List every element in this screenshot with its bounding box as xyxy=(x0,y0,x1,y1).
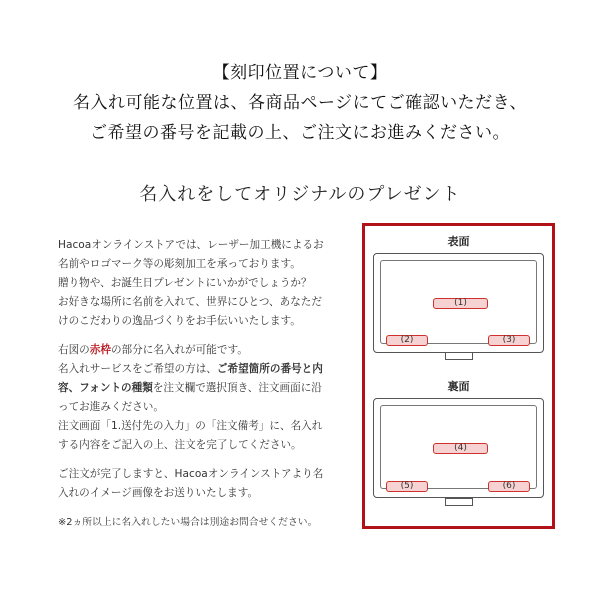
text-line: 贈り物や、お誕生日プレゼントにいかがでしょうか？ xyxy=(58,277,312,289)
paragraph-intro xyxy=(58,236,358,331)
position-6: (6) xyxy=(488,481,530,492)
position-5: (5) xyxy=(386,481,428,492)
text-line: Hacoaオンラインストアでは、レーザー加工機によるお xyxy=(58,239,324,251)
position-2: (2) xyxy=(386,335,428,346)
text-line: けのこだわりの逸品づくりをお手伝いいたします。 xyxy=(58,315,301,327)
header-title: 【刻印位置について】 xyxy=(212,63,388,83)
header xyxy=(0,58,600,148)
text-line: ご注文が完了しますと、Hacoaオンラインストアより名 xyxy=(58,468,324,480)
paragraph-completion xyxy=(58,465,358,503)
card-back xyxy=(373,398,544,498)
text-line: 名前やロゴマーク等の彫刻加工を承っております。 xyxy=(58,258,301,270)
text-line: お好きな場所に名前を入れて、世界にひとつ、あなただ xyxy=(58,296,322,308)
text-line: する内容をご記入の上、注文を完了してください。 xyxy=(58,439,302,451)
header-line-2: 名入れ可能な位置は、各商品ページにてご確認いただき、 xyxy=(73,93,527,113)
card-back-tab xyxy=(445,498,473,506)
bold-fragment: 容、フォントの種類 xyxy=(58,382,153,394)
text-fragment: の部分に名入れが可能です。 xyxy=(110,344,248,356)
note-line: ※2ヵ所以上に名入れしたい場合は別途お問合せください。 xyxy=(58,517,318,528)
text-line: ってお進みください。 xyxy=(58,401,164,413)
subtitle: 名入れをしてオリジナルのプレゼント xyxy=(139,184,461,205)
text-line xyxy=(58,379,358,398)
text-line: 注文画面「1.送付先の入力」の「注文備考」に、名入れ xyxy=(58,420,323,432)
text-fragment: 名入れサービスをご希望の方は、 xyxy=(58,363,217,375)
header-line-3: ご希望の番号を記載の上、ご注文にお進みください。 xyxy=(90,123,510,143)
card-front xyxy=(373,253,544,353)
text-fragment: 右図の xyxy=(58,344,90,356)
text-line xyxy=(58,341,358,360)
front-label: 表面 xyxy=(447,235,470,248)
text-fragment: を注文欄で選択頂き、注文画面に沿 xyxy=(152,382,322,394)
back-label: 裏面 xyxy=(447,380,470,393)
card-front-tab xyxy=(445,352,473,360)
engraving-diagram xyxy=(362,223,555,529)
body-text xyxy=(58,236,358,542)
note xyxy=(58,513,358,532)
text-line: 入れのイメージ画像をお送りいたします。 xyxy=(58,487,259,499)
position-4: (4) xyxy=(433,443,488,454)
position-3: (3) xyxy=(488,335,530,346)
paragraph-instructions xyxy=(58,341,358,455)
bold-fragment: ご希望箇所の番号と内 xyxy=(216,363,323,375)
position-1: (1) xyxy=(433,298,488,309)
text-line xyxy=(58,360,358,379)
red-frame-highlight: 赤枠 xyxy=(89,344,111,356)
